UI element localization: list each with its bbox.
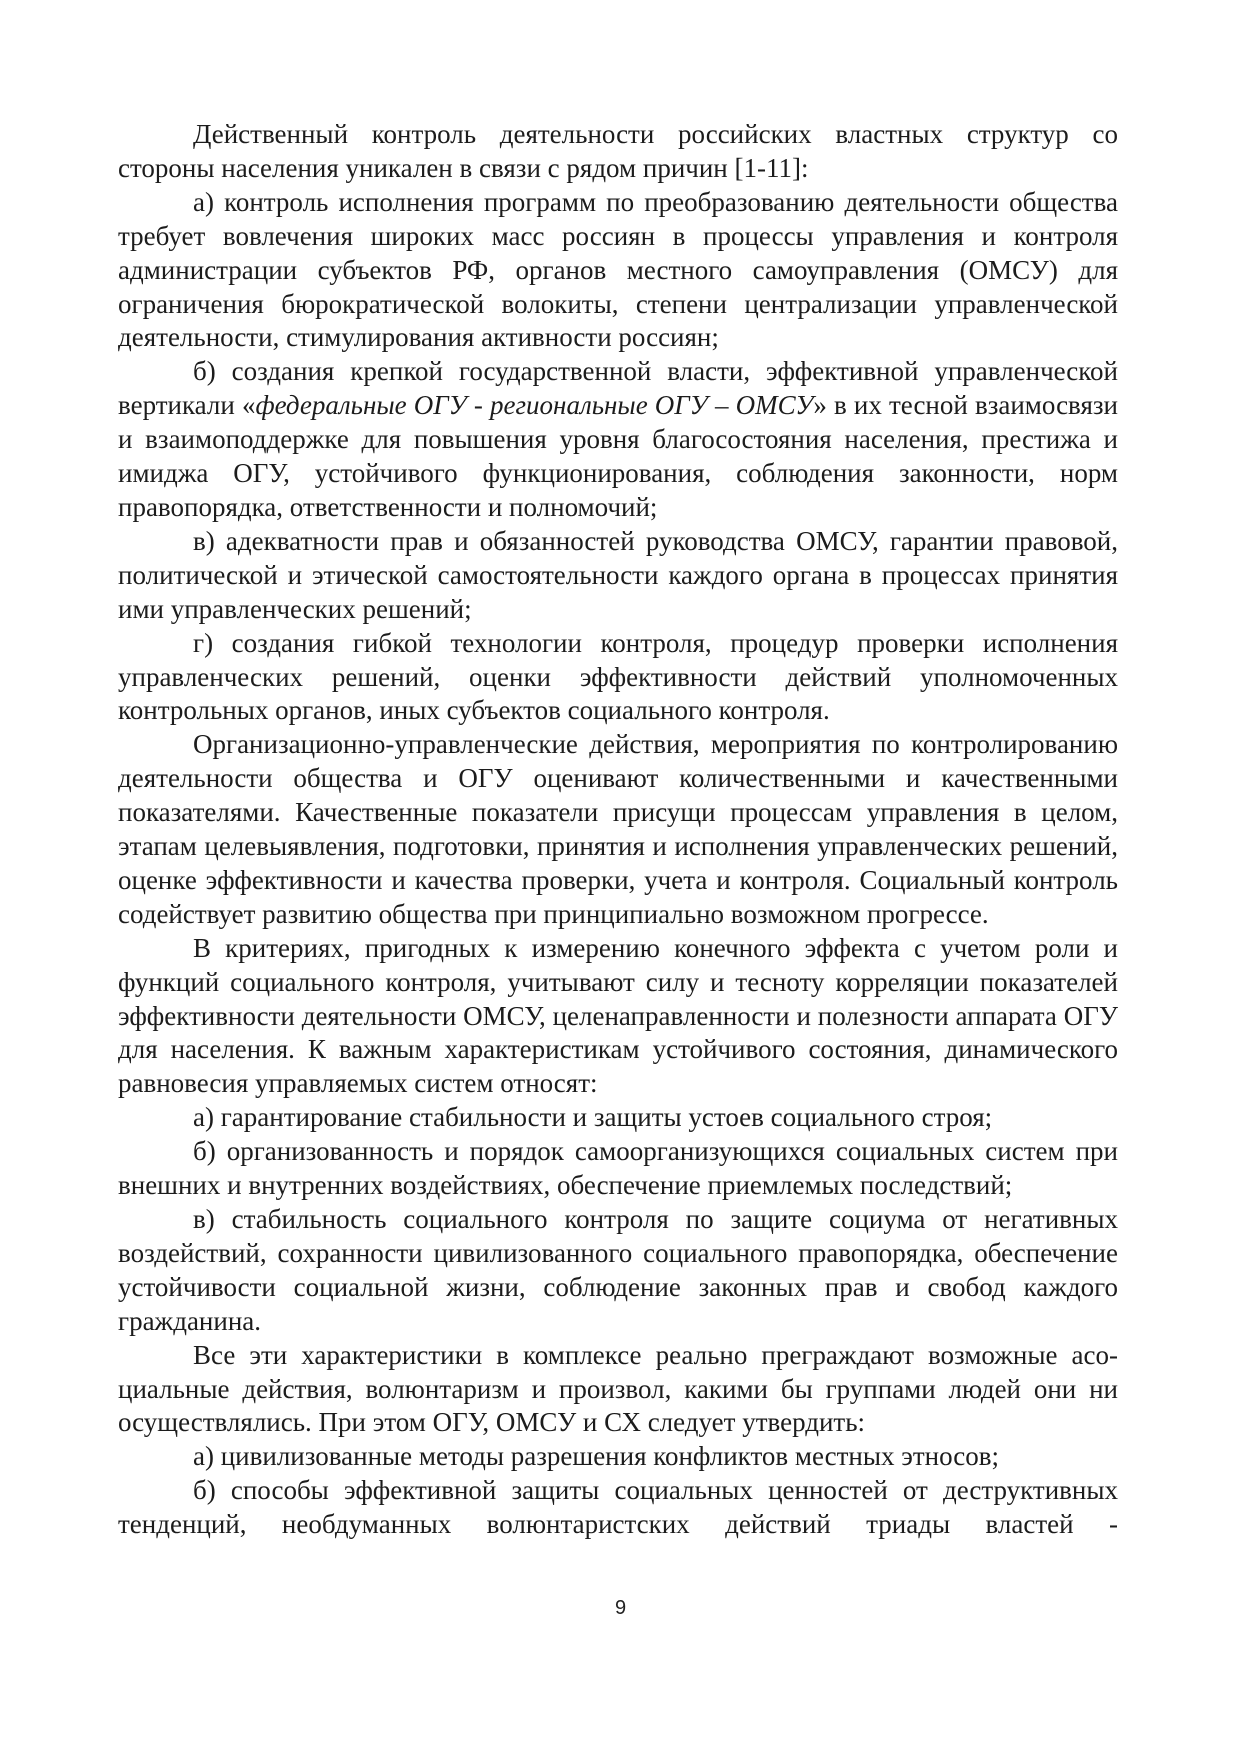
page-body [118, 118, 1118, 1542]
paragraph-item-g-flexible-control: г) создания гибкой технологии контроля, процедур проверки исполнения управленческих решений, оценки эффективности действий уполномоченных контрольных органов, иных субъектов социального контроля. [118, 627, 1118, 726]
paragraph-item-b-text-start: б) создания крепкой государственной власти, эффективной управленческой вертикали « [118, 356, 1118, 421]
paragraph-methods-item-a: а) цивилизованные методы разрешения конфликтов местных этносов; [193, 1441, 999, 1472]
paragraph-methods-item-b: б) способы эффективной защиты социальных ценностей от деструктивных тенденций, необдуманных волюнтаристских действий триады властей - [118, 1475, 1118, 1540]
paragraph-intro: Действенный контроль деятельности российских властных структур со стороны населения уникален в связи с рядом причин [1-11]: [118, 119, 1118, 183]
paragraph-item-a-program-control: а) контроль исполнения программ по преобразованию деятельности общества требует вовлечения широких масс россиян в процессы управления и контроля администрации субъектов РФ, органов местного самоуправления (ОМСУ) для ограничения бюрократической волокиты, степени централизации управленческой деятельности, стимулирования активности россиян; [118, 186, 1118, 353]
paragraph-criteria-item-b: б) организованность и порядок самоорганизующихся социальных систем при внешних и внутренних воздействиях, обеспечение приемлемых последствий; [118, 1136, 1118, 1201]
paragraph-item-b-strong-power [118, 355, 1118, 525]
paragraph-criteria-item-a: а) гарантирование стабильности и защиты устоев социального строя; [193, 1102, 993, 1133]
paragraph-item-b-text-end: » в их тесной взаимосвязи и взаимоподдержке для повышения уровня благосостояния населения, престижа и имиджа ОГУ, устойчивого функционирования, соблюдения законности, норм правопорядка, ответственности и полномочий; [118, 390, 1118, 522]
paragraph-criteria-item-v: в) стабильность социального контроля по защите социума от негативных воздействий, сохранности цивилизованного социального правопорядка, обеспечение устойчивости социальной жизни, соблюдение законных прав и свобод каждого гражданина. [118, 1204, 1118, 1336]
paragraph-criteria: В критериях, пригодных к измерению конечного эффекта с учетом роли и функций социального контроля, учитывают силу и тесноту корреляции показателей эффективности деятельности ОМСУ, целенаправленности и полезности аппарата ОГУ для населения. К важным характеристикам устойчивого состояния, динамического равновесия управляемых систем относят: [118, 932, 1118, 1099]
page-number: 9 [614, 1597, 627, 1619]
paragraph-org-actions: Организационно-управленческие действия, мероприятия по контролированию деятельности общества и ОГУ оценивают количественными и качественными показателями. Качественные показатели присущи процессам управления в целом, этапам целевыявления, подготовки, принятия и исполнения управленческих решений, оценке эффективности и качества проверки, учета и контроля. Социальный контроль содействует развитию общества при принципиально возможном прогрессе. [118, 729, 1118, 929]
paragraph-item-v-rights-adequacy: в) адекватности прав и обязанностей руководства ОМСУ, гарантии правовой, политической и этической самостоятельности каждого органа в процессах принятия ими управленческих решений; [118, 525, 1118, 624]
paragraph-item-b-italic-phrase: федеральные ОГУ - региональные ОГУ – ОМСУ [255, 390, 814, 421]
paragraph-characteristics: Все эти характеристики в комплексе реально преграждают возможные асоциальные действия, волюнтаризм и произвол, какими бы группами людей они ни осуществлялись. При этом ОГУ, ОМСУ и СХ следует утвердить: [118, 1339, 1118, 1438]
